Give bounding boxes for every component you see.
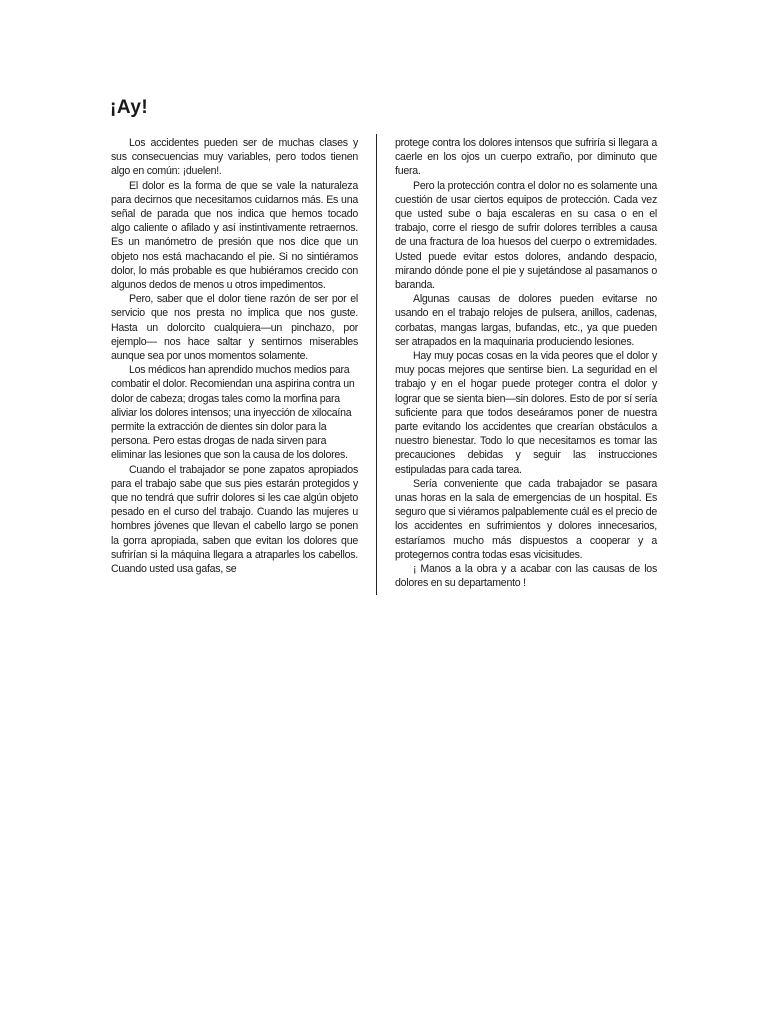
paragraph: El dolor es la forma de que se vale la naturaleza para decirnos que necesitamos cuidarnos más. Es una señal de parada que nos indica que hemos tocado algo caliente o afilado y así instintivamente retraernos. Es un manómetro de presión que nos dice que un objeto nos está machacando el pie. Si no sintiéramos dolor, lo más probable es que hubiéramos crecido con algunos dedos de menos u otros impedimentos. (111, 179, 358, 292)
paragraph: Los accidentes pueden ser de muchas clases y sus consecuencias muy variables, pero todos tienen algo en común: ¡duelen!. (111, 137, 358, 178)
paragraph: Pero la protección contra el dolor no es solamente una cuestión de usar ciertos equipos de protección. Cada vez que usted sube o baja escaleras en su casa o en el trabajo, corre el riesgo de sufrir dolores terribles a causa de una fractura de loa huesos del cuerpo o extremidades. Usted puede evitar estos dolores, andando despacio, mirando dónde pone el pie y sujetándose al pasamanos o baranda. (395, 179, 657, 292)
paragraph: Sería conveniente que cada trabajador se pasara unas horas en la sala de emergencias de un hospital. Es seguro que si viéramos palpablemente cuál es el precio de los accidentes en sufrimientos y dolores innecesarios, estaríamos mucho más dispuestos a cooperar y a protegernos contra todas esas vicisitudes. (395, 477, 657, 561)
paragraph: Pero, saber que el dolor tiene razón de ser por el servicio que nos presta no implica que nos guste. Hasta un dolorcito cualquiera—un pinchazo, por ejemplo— nos hace saltar y sentirnos miserables aunque sea por unos momentos solamente. (111, 293, 358, 363)
paragraph: Algunas causas de dolores pueden evitarse no usando en el trabajo relojes de pulsera, anillos, cadenas, corbatas, mangas largas, bufandas, etc., ya que pueden ser atrapados en la maquinaria produciendo lesiones. (395, 293, 657, 348)
paragraph: protege contra los dolores intensos que sufriría si llegara a caerle en los ojos un cuerpo extraño, por diminuto que fuera. (395, 137, 657, 178)
left-column (111, 136, 358, 576)
column-divider (376, 134, 377, 595)
right-column (395, 136, 657, 591)
paragraph: Cuando el trabajador se pone zapatos apropiados para el trabajo sabe que sus pies estarán protegidos y que no tendrá que sufrir dolores si les cae algún objeto pesado en el curso del trabajo. Cuando las mujeres u hombres jóvenes que llevan el cabello largo se ponen la gorra apropiada, saben que evitan los dolores que sufrirían si la máquina llegara a atraparles los cabellos. Cuando usted usa gafas, se (111, 463, 358, 576)
paragraph: ¡ Manos a la obra y a acabar con las causas de los dolores en su departamento ! (395, 563, 657, 590)
page-title: ¡Ay! (110, 97, 149, 118)
paragraph: Los médicos han aprendido muchos medios para combatir el dolor. Recomiendan una aspirina contra un dolor de cabeza; drogas tales como la morfina para aliviar los dolores intensos; una inyección de xilocaína permite la extracción de dientes sin dolor para la persona. Pero estas drogas de nada sirven para eliminar las lesiones que son la causa de los dolores. (111, 364, 355, 462)
paragraph: Hay muy pocas cosas en la vida peores que el dolor y muy pocas mejores que sentirse bien. La seguridad en el trabajo y en el hogar puede proteger contra el dolor y lograr que se sienta bien—sin dolores. Esto de por sí sería suficiente para que todos deseáramos poner de nuestra parte evitando los accidentes que crearían obstáculos a nuestro bienestar. Todo lo que necesitamos es tomar las precauciones debidas y seguir las instrucciones estipuladas para cada tarea. (395, 350, 657, 476)
